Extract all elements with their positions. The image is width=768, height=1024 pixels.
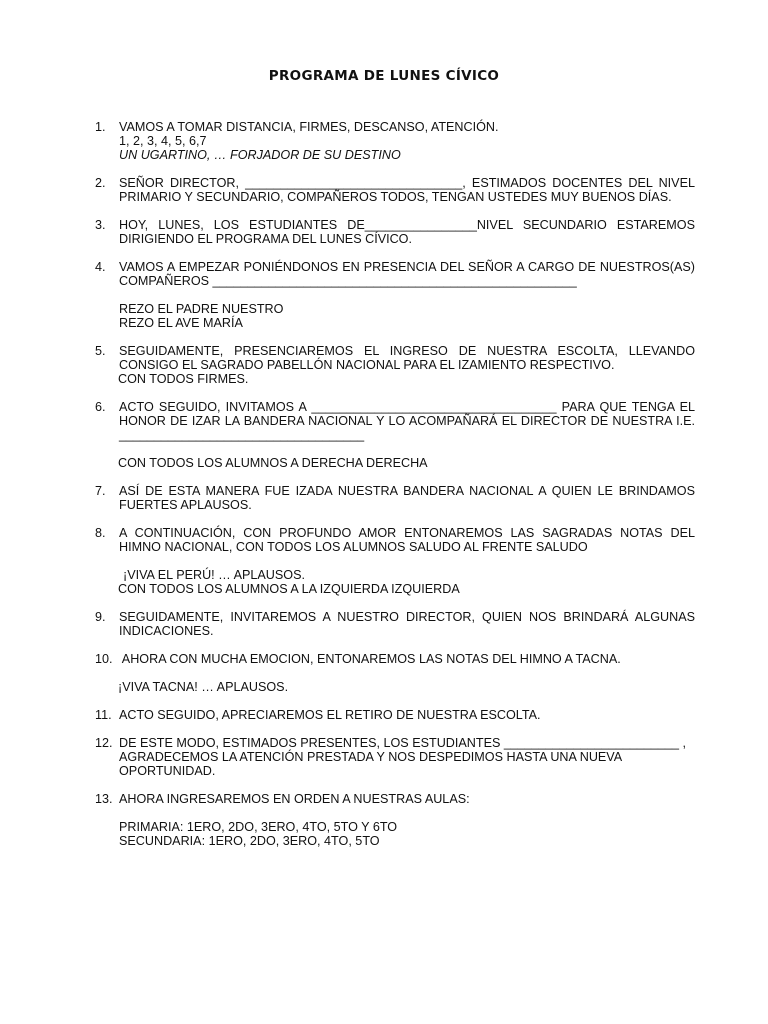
item-line: OPORTUNIDAD.	[119, 764, 216, 778]
list-item	[95, 736, 695, 778]
item-text: AHORA INGRESAREMOS EN ORDEN A NUESTRAS AULAS:	[119, 792, 470, 806]
page-title: PROGRAMA DE LUNES CÍVICO	[268, 68, 500, 84]
item-text: HOY, LUNES, LOS ESTUDIANTES DE________________NIVEL SECUNDARIO ESTAREMOS DIRIGIENDO EL PROGRAMA DEL LUNES CÍVICO.	[119, 218, 695, 246]
sub-line: ¡VIVA TACNA! … APLAUSOS.	[118, 680, 289, 694]
item-number: 9.	[95, 610, 106, 624]
item-line: DE ESTE MODO, ESTIMADOS PRESENTES, LOS ESTUDIANTES _________________________ ,	[119, 736, 686, 750]
item-line: 1, 2, 3, 4, 5, 6,7	[119, 134, 207, 148]
viva-tacna-line	[95, 680, 695, 694]
sub-line: SECUNDARIA: 1ERO, 2DO, 3ERO, 4TO, 5TO	[119, 834, 380, 848]
item-text: A CONTINUACIÓN, CON PROFUNDO AMOR ENTONAREMOS LAS SAGRADAS NOTAS DEL HIMNO NACIONAL, CON TODOS LOS ALUMNOS SALUDO AL FRENTE SALUDO	[119, 526, 695, 554]
list-item	[95, 176, 695, 204]
item-line: UN UGARTINO, … FORJADOR DE SU DESTINO	[119, 148, 401, 162]
list-item	[95, 652, 695, 666]
list-item	[95, 526, 695, 554]
command-line	[95, 456, 695, 470]
list-item	[95, 218, 695, 246]
item-number: 2.	[95, 176, 106, 190]
item-number: 4.	[95, 260, 106, 274]
item-number: 13.	[95, 792, 113, 806]
list-item	[95, 260, 695, 288]
item-number: 11.	[95, 708, 112, 722]
list-item	[95, 792, 695, 806]
item-number: 6.	[95, 400, 106, 414]
item-number: 12.	[95, 736, 113, 750]
item-number: 3.	[95, 218, 106, 232]
list-item	[95, 120, 695, 162]
sub-line: ¡VIVA EL PERÚ! … APLAUSOS.	[123, 568, 305, 582]
item-text: VAMOS A EMPEZAR PONIÉNDONOS EN PRESENCIA DEL SEÑOR A CARGO DE NUESTROS(AS) COMPAÑEROS ____________________________________________________	[119, 260, 695, 288]
item-text	[119, 120, 695, 162]
item-number: 7.	[95, 484, 106, 498]
item-number: 8.	[95, 526, 106, 540]
program-list	[95, 120, 695, 848]
item-text: SEÑOR DIRECTOR, _______________________________, ESTIMADOS DOCENTES DEL NIVEL PRIMARIO Y SECUNDARIO, COMPAÑEROS TODOS, TENGAN USTEDES MUY BUENOS DÍAS.	[119, 176, 695, 204]
item-number: 5.	[95, 344, 106, 358]
item-number: 1.	[95, 120, 106, 134]
prayer-lines	[95, 302, 695, 330]
item-line: VAMOS A TOMAR DISTANCIA, FIRMES, DESCANSO, ATENCIÓN.	[119, 120, 499, 134]
sub-line: REZO EL AVE MARÍA	[119, 316, 243, 330]
item-text	[119, 344, 695, 386]
item-text: ACTO SEGUIDO, INVITAMOS A ___________________________________ PARA QUE TENGA EL HONOR DE IZAR LA BANDERA NACIONAL Y LO ACOMPAÑARÁ EL DIRECTOR DE NUESTRA I.E. ___________________________________	[119, 400, 695, 442]
list-item	[95, 610, 695, 638]
sub-line: CON TODOS LOS ALUMNOS A DERECHA DERECHA	[118, 456, 428, 470]
list-item	[95, 344, 695, 386]
item-text	[119, 736, 695, 778]
item-line: AGRADECEMOS LA ATENCIÓN PRESTADA Y NOS DESPEDIMOS HASTA UNA NUEVA	[119, 750, 623, 764]
item-text: AHORA CON MUCHA EMOCION, ENTONAREMOS LAS NOTAS DEL HIMNO A TACNA.	[119, 652, 621, 666]
item-number: 10.	[95, 652, 113, 666]
item-line: CON TODOS FIRMES.	[118, 372, 249, 386]
sub-line: REZO EL PADRE NUESTRO	[119, 302, 284, 316]
sub-line: PRIMARIA: 1ERO, 2DO, 3ERO, 4TO, 5TO Y 6TO	[119, 820, 398, 834]
list-item	[95, 484, 695, 512]
list-item	[95, 400, 695, 442]
item-text: ASÍ DE ESTA MANERA FUE IZADA NUESTRA BANDERA NACIONAL A QUIEN LE BRINDAMOS FUERTES APLAUSOS.	[119, 484, 695, 512]
viva-peru-lines	[95, 568, 695, 596]
item-text: SEGUIDAMENTE, INVITAREMOS A NUESTRO DIRECTOR, QUIEN NOS BRINDARÁ ALGUNAS INDICACIONES.	[119, 610, 695, 638]
item-paragraph: SEGUIDAMENTE, PRESENCIAREMOS EL INGRESO DE NUESTRA ESCOLTA, LLEVANDO CONSIGO EL SAGRADO PABELLÓN NACIONAL PARA EL IZAMIENTO RESPECTIVO.	[119, 344, 695, 372]
item-text: ACTO SEGUIDO, APRECIAREMOS EL RETIRO DE NUESTRA ESCOLTA.	[119, 708, 541, 722]
classroom-lines	[95, 820, 695, 848]
list-item	[95, 708, 695, 722]
sub-line: CON TODOS LOS ALUMNOS A LA IZQUIERDA IZQUIERDA	[118, 582, 460, 596]
